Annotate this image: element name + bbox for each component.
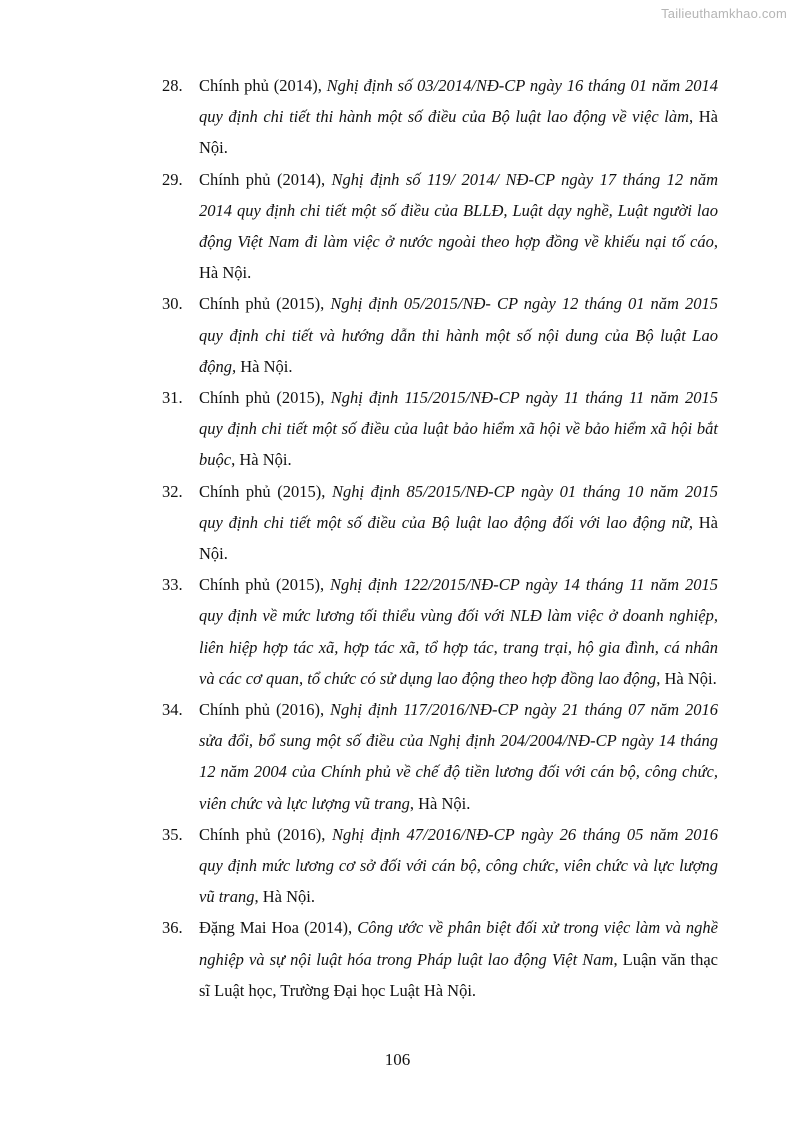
reference-author: Chính phủ (2015),	[199, 294, 325, 314]
reference-title: Nghị định 117/2016/NĐ-CP ngày 21 tháng 07 năm 2016 sửa đổi, bổ sung một số điều của Nghị định 204/2004/NĐ-CP ngày 14 tháng 12 năm 2004 của Chính phủ về chế độ tiền lương đối với cán bộ, công chức, viên chức và lực lượng vũ trang	[199, 700, 718, 813]
reference-author: Chính phủ (2016),	[199, 700, 325, 720]
reference-item	[162, 819, 718, 913]
reference-item	[162, 382, 718, 476]
reference-suffix: , Hà Nội.	[254, 887, 315, 907]
reference-number: 32.	[162, 481, 183, 501]
reference-number: 29.	[162, 169, 183, 189]
reference-title: Nghị định 122/2015/NĐ-CP ngày 14 tháng 11 năm 2015 quy định về mức lương tối thiểu vùng đối với NLĐ làm việc ở doanh nghiệp, liên hiệp hợp tác xã, hợp tác xã, tổ hợp tác, trang trại, hộ gia đình, cá nhân và các cơ quan, tổ chức có sử dụng lao động theo hợp đồng lao động	[199, 575, 718, 688]
reference-suffix: Hà Nội.	[236, 356, 293, 376]
reference-item	[162, 476, 718, 570]
reference-text	[199, 569, 718, 694]
watermark: Tailieuthamkhao.com	[661, 6, 787, 21]
reference-title: Nghị định 115/2015/NĐ-CP ngày 11 tháng 11 năm 2015 quy định chi tiết một số điều của luật bảo hiểm xã hội về bảo hiểm xã hội bắt buộc	[199, 388, 718, 470]
reference-number: 30.	[162, 294, 183, 314]
reference-title: Nghị định 05/2015/NĐ- CP ngày 12 tháng 01 năm 2015 quy định chi tiết và hướng dẫn thi hành một số nội dung của Bộ luật Lao động,	[199, 294, 719, 376]
reference-text	[199, 288, 718, 382]
reference-text	[199, 476, 718, 570]
reference-title: Nghị định số 03/2014/NĐ-CP ngày 16 tháng 01 năm 2014 quy định chi tiết thi hành một số điều của Bộ luật lao động về việc làm	[199, 76, 718, 127]
reference-author: Chính phủ (2014),	[199, 169, 326, 189]
reference-suffix: , Hà Nội.	[199, 512, 718, 564]
reference-number: 34.	[162, 700, 183, 720]
reference-list	[162, 70, 718, 1006]
reference-suffix: , Luận văn thạc sĩ Luật học, Trường Đại học Luật Hà Nội.	[199, 949, 718, 1000]
reference-suffix: , Hà Nội.	[656, 668, 717, 688]
reference-author: Chính phủ (2015),	[199, 481, 326, 501]
reference-suffix: , Hà Nội.	[231, 450, 292, 470]
reference-suffix: , Hà Nội.	[199, 107, 718, 158]
reference-number: 36.	[162, 918, 183, 938]
reference-title: Nghị định 85/2015/NĐ-CP ngày 01 tháng 10 năm 2015 quy định chi tiết một số điều của Bộ luật lao động đối với lao động nữ	[199, 481, 718, 532]
reference-item	[162, 70, 718, 164]
reference-item	[162, 912, 718, 1006]
reference-text	[199, 70, 718, 164]
reference-text	[199, 912, 718, 1006]
reference-author: Chính phủ (2016),	[199, 824, 326, 844]
reference-title: Nghị định số 119/ 2014/ NĐ-CP ngày 17 tháng 12 năm 2014 quy định chi tiết một số điều của BLLĐ, Luật dạy nghề, Luật người lao động Việt Nam đi làm việc ở nước ngoài theo hợp đồng về khiếu nại tố cáo	[199, 169, 718, 252]
reference-author: Chính phủ (2015),	[199, 388, 325, 408]
reference-author: Chính phủ (2014),	[199, 76, 322, 95]
reference-item	[162, 164, 718, 289]
reference-title: Công ước về phân biệt đối xử trong việc làm và nghề nghiệp và sự nội luật hóa trong Pháp luật lao động Việt Nam	[199, 918, 719, 969]
reference-text	[199, 694, 718, 819]
reference-number: 28.	[162, 76, 183, 95]
reference-title: Nghị định 47/2016/NĐ-CP ngày 26 tháng 05 năm 2016 quy định mức lương cơ sở đối với cán bộ, công chức, viên chức và lực lượng vũ trang	[199, 824, 718, 907]
reference-text	[199, 164, 718, 289]
reference-number: 31.	[162, 388, 183, 408]
reference-author: Chính phủ (2015),	[199, 575, 325, 595]
reference-text	[199, 382, 718, 476]
page-number: 106	[384, 1050, 411, 1069]
reference-item	[162, 288, 718, 382]
reference-author: Đặng Mai Hoa (2014),	[199, 918, 353, 938]
reference-number: 33.	[162, 575, 183, 595]
reference-suffix: , Hà Nội.	[199, 232, 718, 283]
reference-text	[199, 819, 718, 913]
reference-number: 35.	[162, 824, 183, 844]
reference-item	[162, 569, 718, 694]
reference-item	[162, 694, 718, 819]
reference-suffix: , Hà Nội.	[409, 793, 471, 813]
